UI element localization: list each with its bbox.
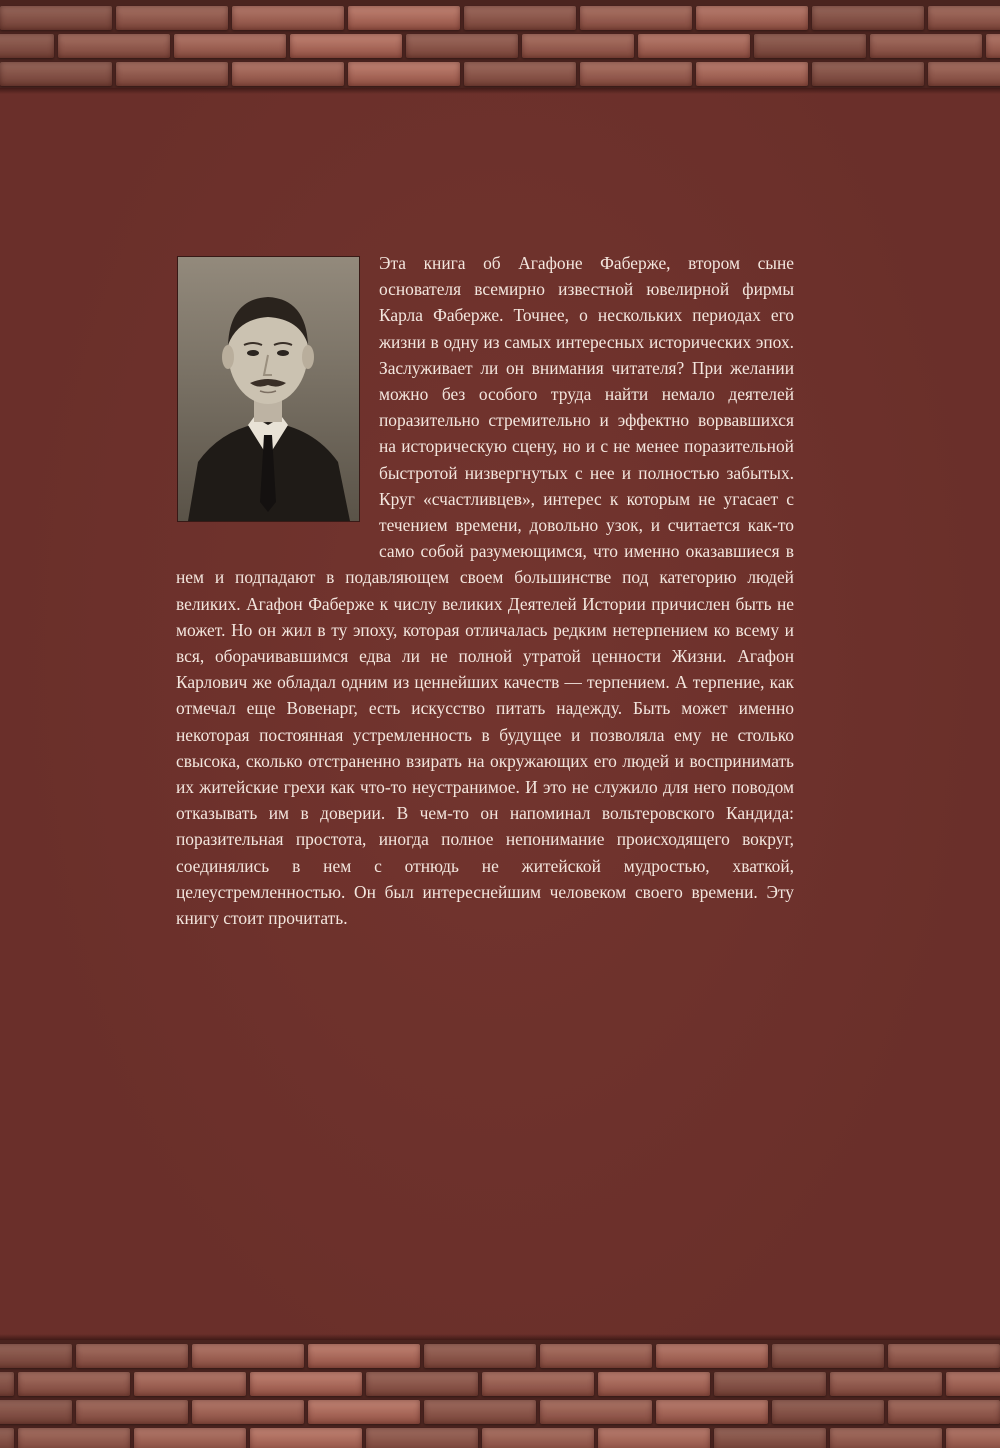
brick — [464, 6, 576, 30]
brick — [598, 1372, 710, 1396]
brick — [714, 1428, 826, 1448]
brick — [464, 62, 576, 86]
brick — [366, 1428, 478, 1448]
brick — [656, 1344, 768, 1368]
brick — [76, 1344, 188, 1368]
brick — [18, 1428, 130, 1448]
brick — [580, 62, 692, 86]
brick — [116, 62, 228, 86]
brick — [290, 34, 402, 58]
brick — [598, 1428, 710, 1448]
brick — [232, 6, 344, 30]
brick — [830, 1428, 942, 1448]
brick — [888, 1400, 1000, 1424]
brick — [638, 34, 750, 58]
brick — [656, 1400, 768, 1424]
brick — [308, 1344, 420, 1368]
brick — [772, 1344, 884, 1368]
brick — [540, 1400, 652, 1424]
brick — [308, 1400, 420, 1424]
brick — [812, 62, 924, 86]
brick — [812, 6, 924, 30]
brick — [424, 1400, 536, 1424]
brick — [192, 1344, 304, 1368]
brick — [58, 34, 170, 58]
brick — [76, 1400, 188, 1424]
brick — [772, 1400, 884, 1424]
brick — [424, 1344, 536, 1368]
brick-row — [0, 1372, 1000, 1398]
brick-wall-bottom — [0, 1340, 1000, 1448]
brick — [192, 1400, 304, 1424]
brick-row — [0, 1400, 1000, 1426]
brick-row — [0, 62, 1000, 88]
brick-row — [0, 1344, 1000, 1370]
brick — [0, 34, 54, 58]
brick-wall-top — [0, 0, 1000, 88]
portrait-wrap-space — [176, 250, 379, 540]
brick — [348, 6, 460, 30]
brick — [928, 6, 1000, 30]
brick — [888, 1344, 1000, 1368]
brick — [406, 34, 518, 58]
brick — [0, 1428, 14, 1448]
brick — [754, 34, 866, 58]
panel-shadow-top — [0, 88, 1000, 94]
brick — [830, 1372, 942, 1396]
brick — [540, 1344, 652, 1368]
brick — [986, 34, 1000, 58]
brick — [946, 1428, 1000, 1448]
brick — [134, 1428, 246, 1448]
brick — [946, 1372, 1000, 1396]
brick — [174, 34, 286, 58]
brick — [232, 62, 344, 86]
brick — [0, 62, 112, 86]
brick — [928, 62, 1000, 86]
brick-row — [0, 6, 1000, 32]
brick — [134, 1372, 246, 1396]
brick — [116, 6, 228, 30]
brick — [0, 1400, 72, 1424]
brick — [714, 1372, 826, 1396]
blurb-text: Эта книга об Агафоне Фаберже, втором сыне основателя всемирно известной ювелирной фирмы Карла Фаберже. Точнее, о нескольких периодах его жизни в одну из самых интересных исторических эпох. Заслуживает ли он внимания читателя? При желании можно без особого труда найти немало деятелей поразительно стремительно и эффектно ворвавшихся на историческую сцену, но и с не менее поразительной быстротой низвергнутых с нее и полностью забытых. Круг «счастливцев», интерес к которым не угасает с течением времени, довольно узок, и считается как-то само собой разумеющимся, что именно оказавшиеся в нем и подпадают в подавляющем своем большинстве под категорию людей великих. Агафон Фаберже к числу великих Деятелей Истории причислен быть не может. Но он жил в ту эпоху, которая отличалась редким нетерпением ко всему и вся, оборачивавшимся едва ли не полной утратой ценности Жизни. Агафон Карлович же обладал одним из ценнейших качеств — терпением. А терпение, как отмечал еще Вовенарг, есть искусство питать надежду. Быть может именно некоторая постоянная устремленность в будущее и позволяла ему не столько свысока, сколько отстраненно взирать на окружающих его людей и воспринимать их житейские грехи как что-то неустранимое. И это не служило для него поводом отказывать им в доверии. В чем-то он напоминал вольтеровского Кандида: поразительная простота, иногда полное непонимание происходящего вокруг, соединялись в нем с отнюдь не житейской мудростью, хваткой, целеустремленностью. Он был интереснейшим человеком своего времени. Эту книгу стоит прочитать. — [176, 253, 794, 929]
brick — [696, 62, 808, 86]
brick — [482, 1372, 594, 1396]
brick — [250, 1372, 362, 1396]
brick — [580, 6, 692, 30]
brick — [0, 1372, 14, 1396]
brick — [18, 1372, 130, 1396]
brick — [0, 6, 112, 30]
brick — [696, 6, 808, 30]
brick — [0, 1344, 72, 1368]
brick — [250, 1428, 362, 1448]
brick — [482, 1428, 594, 1448]
cover-blurb — [176, 250, 794, 931]
brick — [870, 34, 982, 58]
brick-row — [0, 1428, 1000, 1448]
brick — [348, 62, 460, 86]
brick — [522, 34, 634, 58]
brick — [366, 1372, 478, 1396]
brick-row — [0, 34, 1000, 60]
